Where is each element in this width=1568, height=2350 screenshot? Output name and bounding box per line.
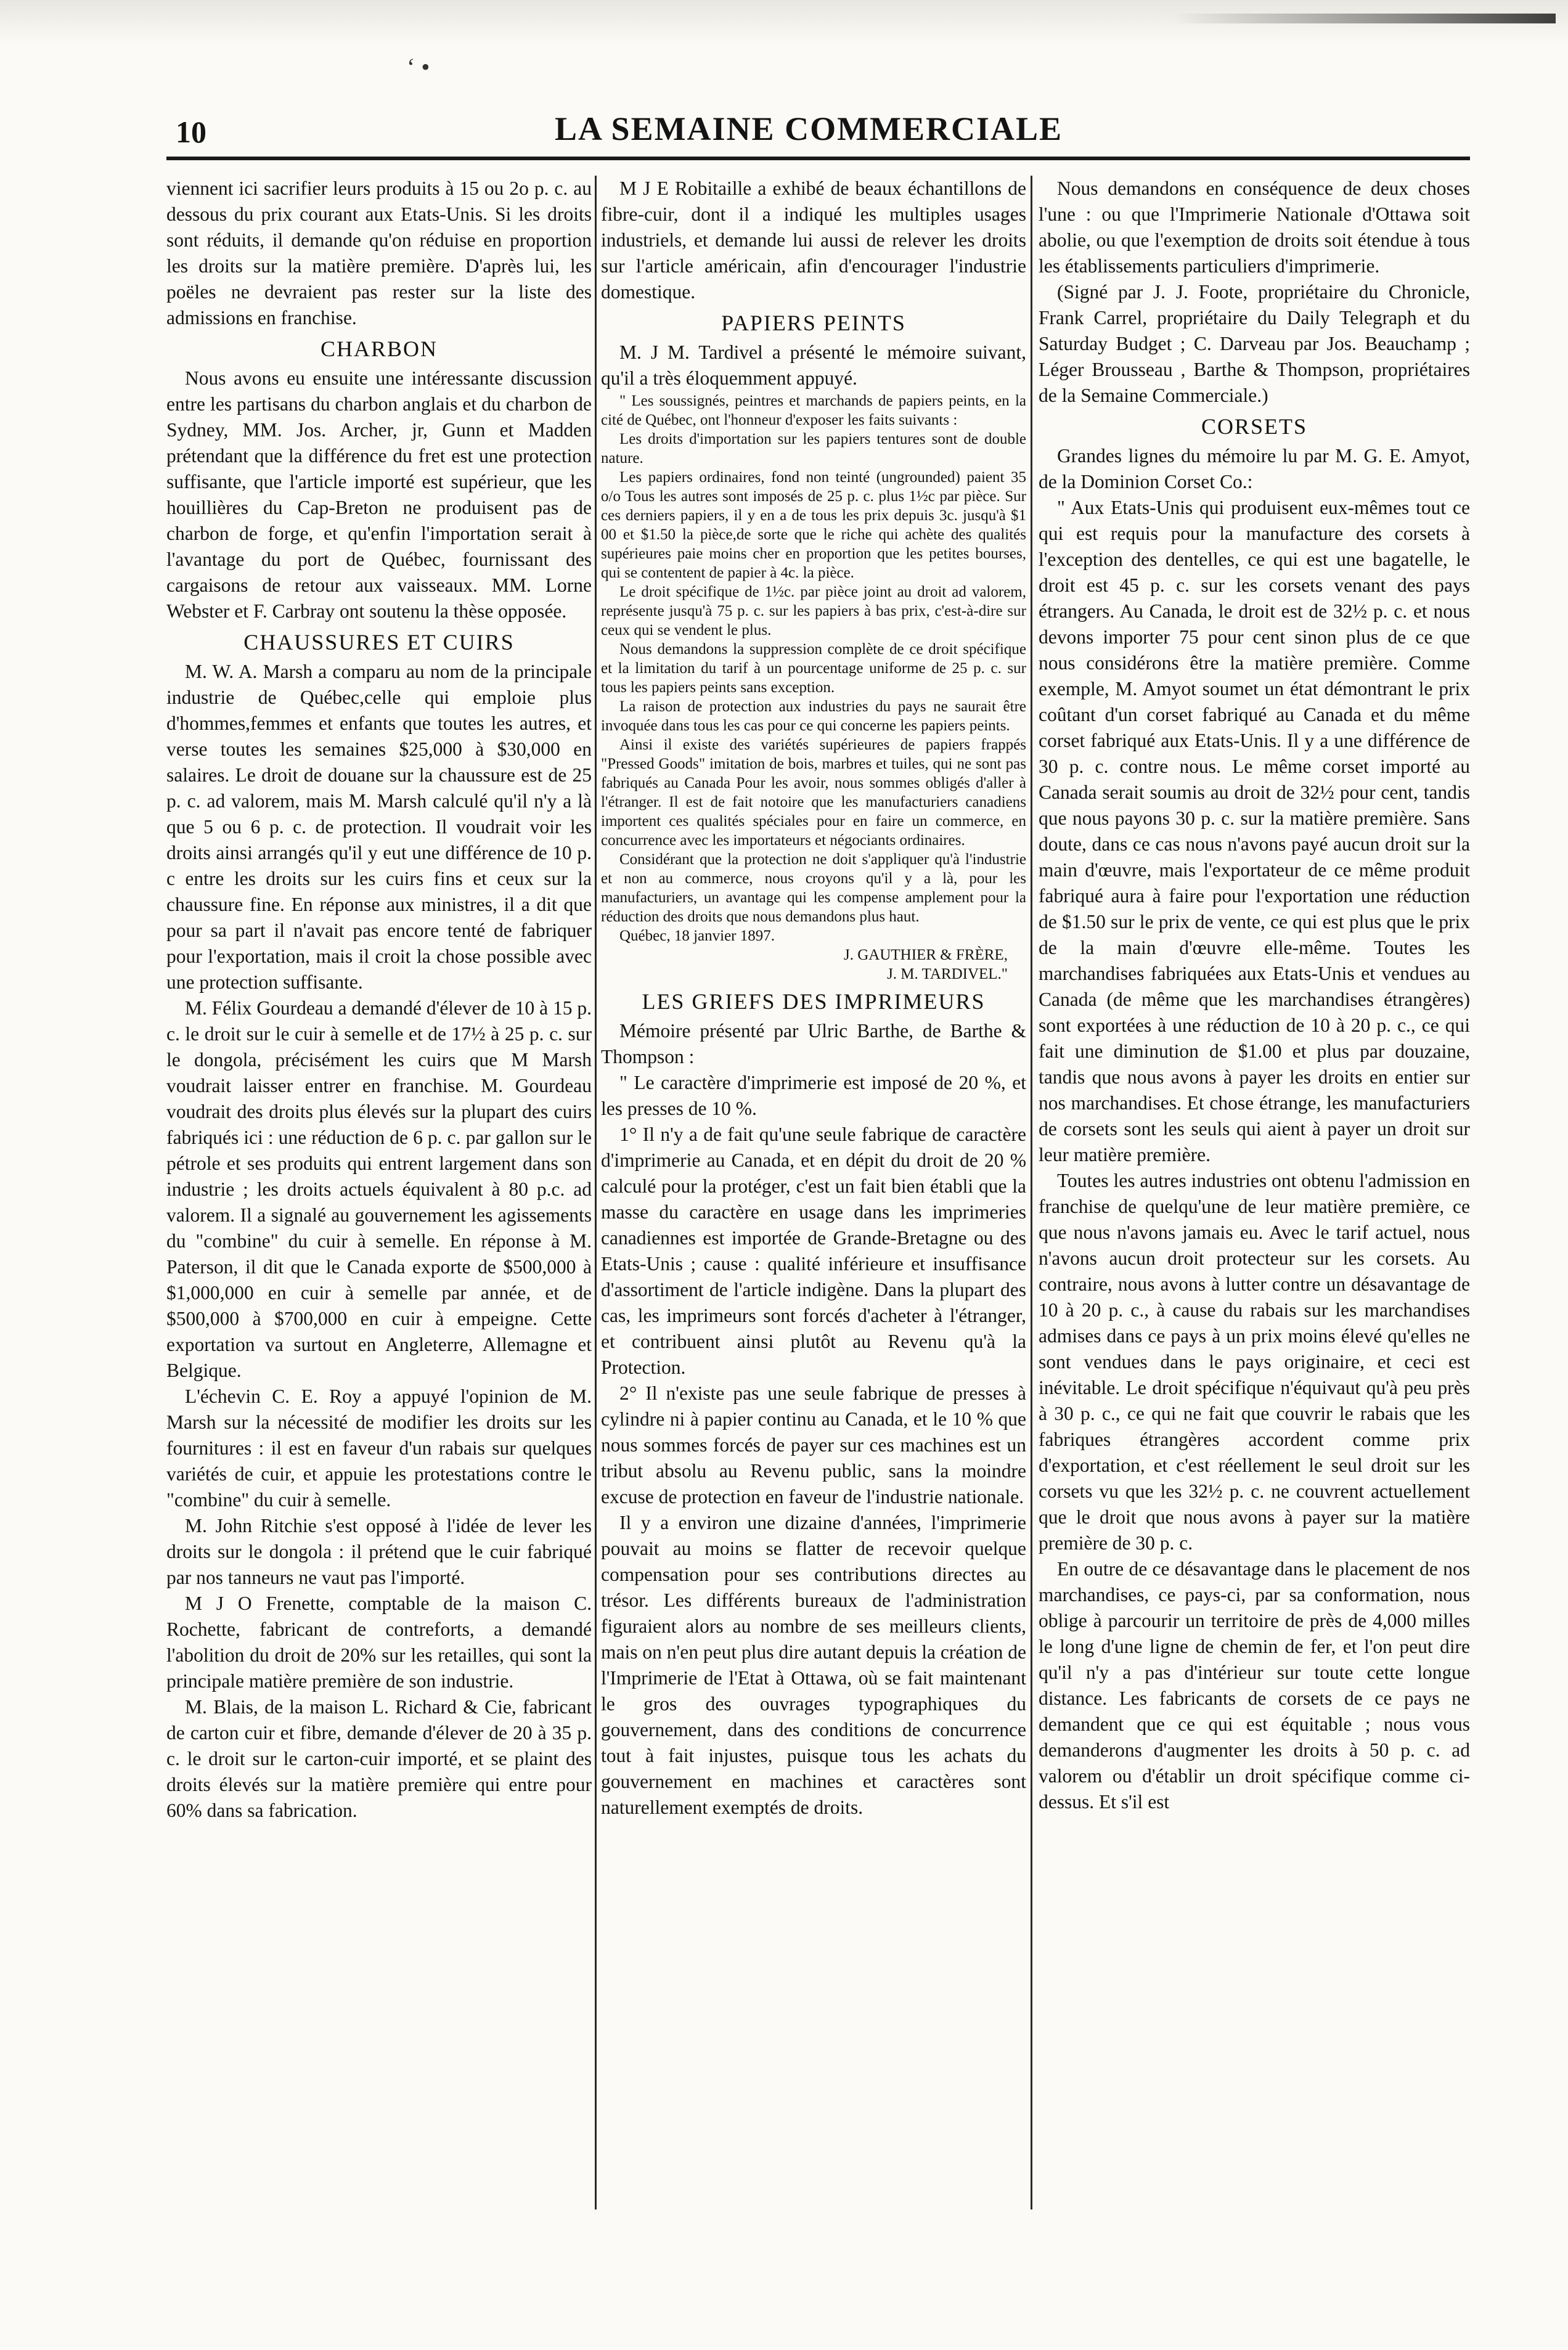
- column-divider: [595, 176, 597, 2209]
- memo-paragraph: Le droit spécifique de 1½c. par pièce joint au droit ad valorem, représente jusqu'à 75 p. c. sur les papiers à bas prix, c'est-à-dire sur ceux qui se vendent le plus.: [601, 584, 1026, 638]
- paragraph: (Signé par J. J. Foote, propriétaire du Chronicle, Frank Carrel, propriétaire du Daily Telegraph et du Saturday Budget ; C. Darveau par Jos. Beauchamp ; Léger Brousseau , Barthe & Thompson, propriétaires de la Semaine Commerciale.): [1039, 281, 1470, 406]
- paragraph: M J O Frenette, comptable de la maison C. Rochette, fabricant de contreforts, a demandé l'abolition du droit de 20% sur les retailles, qui sont la principale matière première de son industrie.: [166, 1593, 592, 1692]
- paragraph: M. J M. Tardivel a présenté le mémoire suivant, qu'il a très éloquemment appuyé.: [601, 341, 1026, 389]
- column-1: [166, 176, 592, 2228]
- signature-line: J. M. TARDIVEL.": [887, 966, 1008, 982]
- section-heading: LES GRIEFS DES IMPRIMEURS: [642, 989, 986, 1014]
- paragraph: Toutes les autres industries ont obtenu l'admission en franchise de quelqu'une de leur matière première, ce que nous n'avons jamais eu. Avec le tarif actuel, nous n'avons aucun droit protecteur sur les corsets. Au contraire, nous avons à lutter contre un désavantage de 10 à 20 p. c., à cause du rabais sur les marchandises admises dans ce pays à un prix moins élevé qu'elles ne sont vendues dans le pays originaire, et ceci est inévitable. Le droit spécifique n'équivaut qu'à peu près à 30 p. c., ce qui ne fait que couvrir le rabais que les fabriques étrangères accordent comme prix d'exportation, et c'est réellement le seul droit sur les corsets vu que les 32½ p. c. ne couvrent actuellement que le droit que nous avons à payer sur la matière première de 30 p. c.: [1039, 1170, 1470, 1554]
- paragraph: M. Blais, de la maison L. Richard & Cie, fabricant de carton cuir et fibre, demande d'élever de 20 à 35 p. c. le droit sur le carton-cuir importé, et se plaint des droits élevés sur la matière première qui entre pour 60% dans sa fabrication.: [166, 1696, 592, 1821]
- memo-paragraph: Les droits d'importation sur les papiers tentures sont de double nature.: [601, 431, 1026, 467]
- paragraph: M J E Robitaille a exhibé de beaux échantillons de fibre-cuir, dont il a indiqué les multiples usages industriels, et demande lui aussi de relever les droits sur l'article américain, afin d'encourager l'industrie domestique.: [601, 177, 1026, 303]
- masthead: LA SEMAINE COMMERCIALE: [555, 110, 1063, 147]
- column-3: [1039, 176, 1470, 2228]
- scan-streak: [1174, 14, 1556, 23]
- memo-paragraph: Ainsi il existe des variétés supérieures de papiers frappés "Pressed Goods" imitation de bois, marbres et tuiles, qui ne sont pas fabriqués au Canada Pour les avoir, nous sommes obligés d'aller à l'étranger. Il est de fait notoire que les manufacturiers canadiens importent ces qualités spéciales pour en faire un commerce, en concurrence avec les importateurs et négociants ordinaires.: [601, 736, 1026, 849]
- memo-paragraph: La raison de protection aux industries du pays ne saurait être invoquée dans tous les cas pour ce qui concerne les papiers peints.: [601, 698, 1026, 734]
- paragraph: L'échevin C. E. Roy a appuyé l'opinion de M. Marsh sur la nécessité de modifier les droits sur les fournitures : il est en faveur d'un rabais sur quelques variétés de cuir, et appuie les protestations contre le "combine" du cuir à semelle.: [166, 1385, 592, 1511]
- header-rule: [166, 157, 1470, 160]
- paragraph: Nous demandons en conséquence de deux choses l'une : ou que l'Imprimerie Nationale d'Ottawa soit abolie, ou que l'exemption de droits soit étendue à tous les établissements particuliers d'imprimerie.: [1039, 177, 1470, 277]
- paragraph: Grandes lignes du mémoire lu par M. G. E. Amyot, de la Dominion Corset Co.:: [1039, 445, 1470, 492]
- page-number: 10: [176, 115, 206, 149]
- paragraph: " Aux Etats-Unis qui produisent eux-mêmes tout ce qui est requis pour la manufacture des corsets à l'exception des dentelles, ce qui est une bagatelle, le droit est 45 p. c. sur les corsets venant des pays étrangers. Au Canada, le droit est de 32½ p. c. et nous devons importer 75 pour cent sinon plus de ce que nous considérons être la matière première. Comme exemple, M. Amyot soumet un état démontrant le prix coûtant d'un corset fabriqué au Canada et du même corset fabriqué aux Etats-Unis. Il y a une différence de 30 p. c. contre nous. Le même corset importé au Canada serait soumis au droit de 32½ pour cent, tandis que nous payons 30 p. c. sur la matière première. Sans doute, dans ce cas nous n'avons payé aucun droit sur la main d'œuvre, mais l'exportateur de ce même produit fabriqué aura à faire pour l'exportation une réduction de $1.50 sur le prix de vente, ce qui est plus que le prix de la main d'œuvre elle-même. Toutes les marchandises fabriquées aux Etats-Unis et vendues au Canada (de même que les marchandises étrangères) sont exportées à une réduction de 10 à 20 p. c., ce qui fait une diminution de $1.00 et plus par douzaine, tandis que nous avons à payer les droits en entier sur nos marchandises. Et chose étrange, les manufacturiers de corsets sont les seuls qui aient à payer un droit sur leur matière première.: [1039, 497, 1470, 1165]
- section-heading: PAPIERS PEINTS: [721, 311, 906, 335]
- paragraph: M. Félix Gourdeau a demandé d'élever de 10 à 15 p. c. le droit sur le cuir à semelle et de 17½ à 25 p. c. sur le dongola, précisément les cuirs que M Marsh voudrait laisser entrer en franchise. M. Gourdeau voudrait des droits plus élevés sur la plupart des cuirs fabriqués ici : une réduction de 6 p. c. par gallon sur le pétrole et ses produits qui entrent largement dans son industrie ; les droits actuels équivalent à 80 p.c. ad valorem. Il a signalé au gouvernement les agissements du "combine" du cuir à semelle. En réponse à M. Paterson, il dit que le Canada exporte de $500,000 à $1,000,000 en cuir à semelle par année, et de $500,000 à $700,000 en cuir à empeigne. Cette exportation va surtout en Angleterre, Allemagne et Belgique.: [166, 997, 592, 1381]
- section-heading: CORSETS: [1201, 414, 1308, 439]
- paragraph: " Le caractère d'imprimerie est imposé de 20 %, et les presses de 10 %.: [601, 1072, 1026, 1119]
- signature-line: J. GAUTHIER & FRÈRE,: [844, 947, 1008, 963]
- paragraph: M. John Ritchie s'est opposé à l'idée de lever les droits sur le dongola : il prétend que le cuir fabriqué par nos tanneurs ne vaut pas l'importé.: [166, 1515, 592, 1588]
- memo-paragraph: Les papiers ordinaires, fond non teinté (ungrounded) paient 35 o/o Tous les autres sont imposés de 25 p. c. plus 1½c par pièce. Sur ces derniers papiers, il y en a de tous les prix depuis 3c. jusqu'à $1 00 et $1.50 la pièce,de sorte que le riche qui achète des qualités supérieures paie moins cher en proportion que les petites bourses, qui se contentent de papier à 4c. la pièce.: [601, 469, 1026, 581]
- paragraph: En outre de ce désavantage dans le placement de nos marchandises, ce pays-ci, par sa conformation, nous oblige à parcourir un territoire de près de 4,000 milles le long d'une ligne de chemin de fer, et l'on peut dire qu'il n'y a pas d'intérieur sur toute cette longue distance. Les fabricants de corsets de ce pays ne demandent que ce qui est équitable ; nous vous demanderons d'augmenter les droits à 50 p. c. ad valorem ou d'établir un droit spécifique comme ci-dessus. Et s'il est: [1039, 1558, 1470, 1813]
- column-2: [601, 176, 1026, 2228]
- paragraph: M. W. A. Marsh a comparu au nom de la principale industrie de Québec,celle qui emploie plus d'hommes,femmes et enfants que toutes les autres, et verse toutes les semaines $25,000 à $30,000 en salaires. Le droit de douane sur la chaussure est de 25 p. c. ad valorem, mais M. Marsh calculé qu'il n'y a là que 5 ou 6 p. c. de protection. Il voudrait voir les droits ainsi arrangés qu'il y eut une différence de 10 p. c entre les droits sur les cuirs fins et ceux sur la chaussure fine. En réponse aux ministres, il a dit que pour sa part il n'avait pas encore tenté de fabriquer pour l'exportation, mais il croit la chose possible avec une protection suffisante.: [166, 661, 592, 993]
- paragraph: Nous avons eu ensuite une intéressante discussion entre les partisans du charbon anglais et du charbon de Sydney, MM. Jos. Archer, jr, Gunn et Madden prétendant que la différence du fret est une protection suffisante, que l'article importé est supérieur, que les houillières du Cap-Breton ne produisent pas de charbon de forge, et qu'enfin l'importation serait à l'avantage du port de Québec, fournissant des cargaisons de retour aux vaisseaux. MM. Lorne Webster et F. Carbray ont soutenu la thèse opposée.: [166, 367, 592, 622]
- paragraph: viennent ici sacrifier leurs produits à 15 ou 2o p. c. au dessous du prix courant aux Etats-Unis. Si les droits sont réduits, il demande qu'on réduise en proportion les droits sur la matière première. D'après lui, les poëles ne devraient pas rester sur la liste des admissions en franchise.: [166, 177, 592, 328]
- memo-paragraph: Considérant que la protection ne doit s'appliquer qu'à l'industrie et non au commerce, nous croyons qu'il y a là, pour les manufacturiers, un avantage qui les compense amplement pour la réduction des droits que nous demandons plus haut.: [601, 851, 1026, 925]
- column-divider: [1031, 176, 1032, 2209]
- memo-paragraph: " Les soussignés, peintres et marchands de papiers peints, en la cité de Québec, ont l'honneur d'exposer les faits suivants :: [601, 393, 1026, 428]
- section-heading: CHARBON: [320, 337, 438, 361]
- paragraph: Mémoire présenté par Ulric Barthe, de Barthe & Thompson :: [601, 1020, 1026, 1067]
- paragraph: 2° Il n'existe pas une seule fabrique de presses à cylindre ni à papier continu au Canada, et le 10 % que nous sommes forcés de payer sur ces machines est un tribut absolu au Revenu public, sans la moindre excuse de protection en faveur de l'industrie nationale.: [601, 1382, 1026, 1508]
- memo-date: Québec, 18 janvier 1897.: [619, 928, 775, 944]
- scan-specks: ‘ •: [407, 53, 430, 81]
- memo-paragraph: Nous demandons la suppression complète de ce droit spécifique et la limitation du tarif à un pourcentage uniforme de 25 p. c. sur tous les papiers peints sans exception.: [601, 641, 1026, 696]
- paragraph: Il y a environ une dizaine d'années, l'imprimerie pouvait au moins se flatter de recevoir quelque compensation pour ses contributions directes au trésor. Les différents bureaux de l'administration figuraient alors au nombre de ses meilleurs clients, mais on n'en peut plus dire autant depuis la création de l'Imprimerie de l'Etat à Ottawa, où se fait maintenant le gros des ouvrages typographiques du gouvernement, dans des conditions de concurrence tout à fait injustes, puisque tous les achats du gouvernement en machines et caractères sont naturellement exemptés de droits.: [601, 1512, 1026, 1818]
- paragraph: 1° Il n'y a de fait qu'une seule fabrique de caractère d'imprimerie au Canada, et en dépit du droit de 20 % calculé pour la protéger, c'est un fait bien établi que la masse du caractère en usage dans les imprimeries canadiennes est importée de Grande-Bretagne ou des Etats-Unis ; cause : qualité inférieure et insuffisance d'assortiment de l'article indigène. Dans la plupart des cas, les imprimeurs sont forcés d'acheter à l'étranger, et contribuent ainsi plutôt au Revenu qu'à la Protection.: [601, 1124, 1026, 1378]
- section-heading: CHAUSSURES ET CUIRS: [243, 630, 515, 655]
